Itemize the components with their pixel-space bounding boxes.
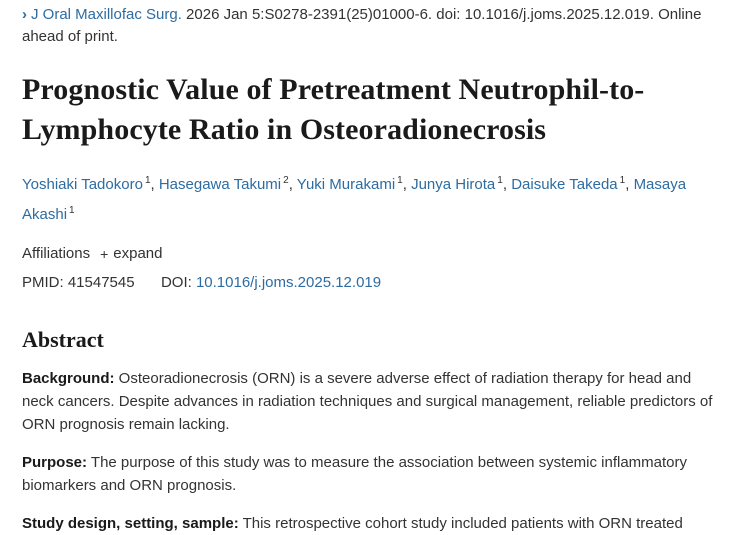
author-separator: , xyxy=(288,176,293,193)
author-entry xyxy=(22,176,155,193)
author-entry xyxy=(411,176,507,193)
author-affiliation-marker: 1 xyxy=(144,175,151,186)
affiliations-row xyxy=(22,244,720,264)
paragraph-text: The purpose of this study was to measure the association between systemic inflammatory biomarkers and ORN prognosis. xyxy=(22,454,688,494)
author-separator: , xyxy=(502,176,508,193)
author-link[interactable]: Yuki Murakami xyxy=(296,176,396,193)
doi-label: DOI: xyxy=(160,274,192,291)
identifiers-row xyxy=(22,273,720,293)
author-separator: , xyxy=(402,176,407,193)
author-separator: , xyxy=(625,176,630,193)
citation-line xyxy=(22,4,720,48)
author-affiliation-marker: 1 xyxy=(497,175,503,186)
article-page xyxy=(0,4,750,532)
author-entry xyxy=(297,176,407,193)
pmid-value: 41547545 xyxy=(67,274,135,291)
author-affiliation-marker: 1 xyxy=(619,175,626,186)
abstract-heading: Abstract xyxy=(22,327,104,352)
paragraph-label: Study design, setting, sample: xyxy=(22,515,239,532)
author-affiliation-marker: 2 xyxy=(283,175,289,186)
abstract-paragraph xyxy=(22,367,720,436)
doi-link[interactable]: 10.1016/j.joms.2025.12.019 xyxy=(195,274,382,291)
author-entry xyxy=(511,176,629,193)
author-link[interactable]: Daisuke Takeda xyxy=(511,176,618,193)
author-list xyxy=(22,168,720,228)
author-separator: , xyxy=(150,176,155,193)
author-link[interactable]: Junya Hirota xyxy=(411,176,496,193)
author-entry xyxy=(159,176,293,193)
paragraph-label: Purpose: xyxy=(22,454,88,471)
author-link[interactable]: Hasegawa Takumi xyxy=(158,176,282,193)
author-affiliation-marker: 1 xyxy=(69,205,75,216)
paragraph-text: Osteoradionecrosis (ORN) is a severe adverse effect of radiation therapy for head and neck cancers. Despite advances in radiation techniques and surgical management, reliable predictors of ORN prognosis remain lacking. xyxy=(22,370,713,433)
expand-affiliations-button[interactable] xyxy=(100,244,162,264)
author-link[interactable]: Yoshiaki Tadokoro xyxy=(22,176,143,193)
citation-details: 2026 Jan 5:S0278-2391(25)01000-6. doi: 10.1016/j.joms.2025.12.019. Online ahead of print. xyxy=(22,6,702,45)
journal-name-link[interactable]: J Oral Maxillofac Surg. xyxy=(31,6,182,23)
abstract-paragraph xyxy=(22,512,720,535)
plus-icon: + xyxy=(100,246,109,262)
pmid-label: PMID: xyxy=(22,274,64,291)
author-affiliation-marker: 1 xyxy=(397,175,403,186)
affiliations-label: Affiliations xyxy=(22,245,91,262)
page-title: Prognostic Value of Pretreatment Neutrophil-to-Lymphocyte Ratio in Osteoradionecrosis xyxy=(22,73,645,146)
chevron-right-icon: › xyxy=(22,6,27,23)
paragraph-label: Background: xyxy=(22,370,115,387)
author-link[interactable]: Masaya Akashi xyxy=(22,176,687,223)
paragraph-text: This retrospective cohort study included patients with ORN treated xyxy=(238,515,683,532)
expand-label: expand xyxy=(113,245,163,262)
abstract-paragraph xyxy=(22,451,720,497)
